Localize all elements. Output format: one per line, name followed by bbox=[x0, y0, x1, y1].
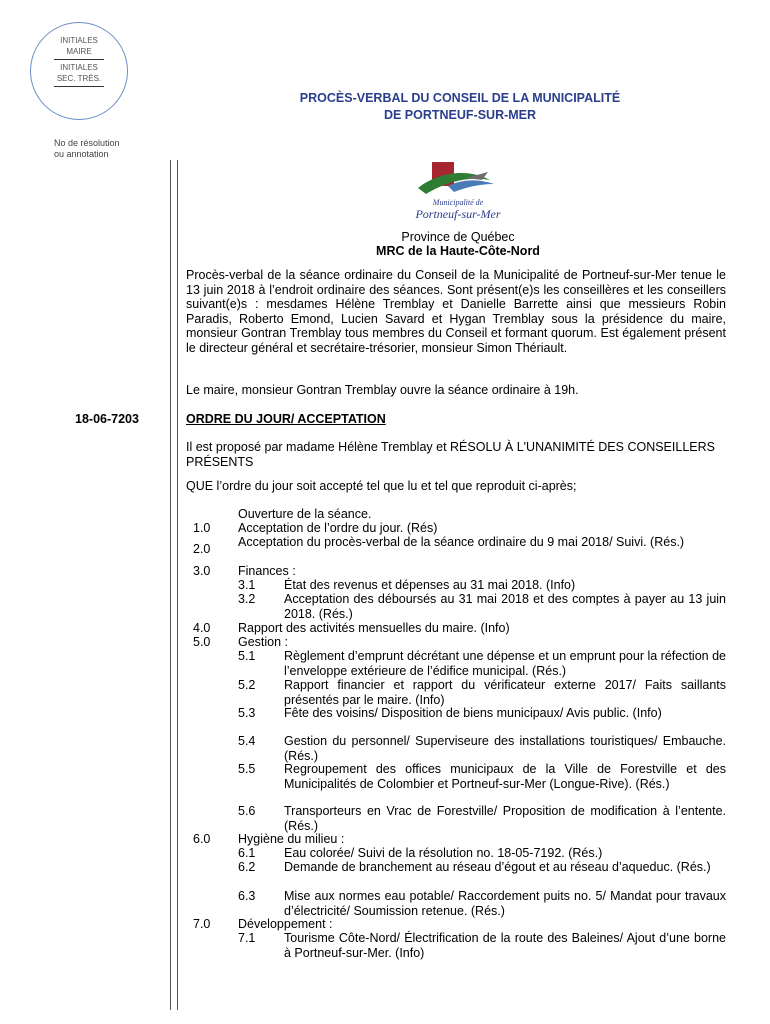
agenda-subitem: Regroupement des offices municipaux de la Ville de Forestville et des Municipalités de Colombier et Portneuf-sur-Mer (Longue-Rive). (Rés.) bbox=[284, 762, 726, 791]
title-line-1: PROCÈS-VERBAL DU CONSEIL DE LA MUNICIPALITÉ bbox=[299, 91, 621, 105]
agenda-subitem-number: 5.6 bbox=[238, 804, 256, 818]
page-title bbox=[180, 90, 740, 124]
agenda-item: Acceptation du procès-verbal de la séance ordinaire du 9 mai 2018/ Suivi. (Rés.) bbox=[238, 535, 685, 549]
agenda-subitem: Gestion du personnel/ Superviseure des installations touristiques/ Embauche. (Rés.) bbox=[284, 734, 726, 763]
stamp-initials-sec-label: INITIALES bbox=[60, 63, 98, 72]
agenda-item-number: 5.0 bbox=[193, 635, 211, 649]
agenda-subitem: Demande de branchement au réseau d’égout et au réseau d’aqueduc. (Rés.) bbox=[284, 860, 711, 874]
stamp-maire-label: MAIRE bbox=[66, 47, 92, 56]
agenda-subitem-number: 5.5 bbox=[238, 762, 256, 776]
agenda-subitem: Acceptation des déboursés au 31 mai 2018 et des comptes à payer au 13 juin 2018. (Rés.) bbox=[284, 592, 726, 621]
agenda-subitem: Fête des voisins/ Disposition de biens municipaux/ Avis public. (Info) bbox=[284, 706, 662, 720]
agenda-subitem-number: 6.3 bbox=[238, 889, 256, 903]
agenda-subitem-number: 3.2 bbox=[238, 592, 256, 606]
agenda-subitem-number: 6.2 bbox=[238, 860, 256, 874]
stamp-signature-line bbox=[54, 59, 104, 60]
agenda-item: Finances : bbox=[238, 564, 296, 578]
margin-column-header bbox=[54, 138, 120, 160]
agenda-subitem: Eau colorée/ Suivi de la résolution no. 18-05-7192. (Rés.) bbox=[284, 846, 603, 860]
agenda-subitem: État des revenus et dépenses au 31 mai 2018. (Info) bbox=[284, 578, 576, 592]
agenda-subitem-number: 5.1 bbox=[238, 649, 256, 663]
agenda-subitem: Rapport financier et rapport du vérificateur externe 2017/ Faits saillants présentés par le maire. (Info) bbox=[284, 678, 726, 707]
proposal-paragraph: Il est proposé par madame Hélène Tremblay et RÉSOLU À L'UNANIMITÉ DES CONSEILLERS PRÉSENTS bbox=[186, 440, 715, 469]
agenda-item: Développement : bbox=[238, 917, 333, 931]
resolution-number: 18-06-7203 bbox=[75, 412, 139, 426]
agenda-subitem-number: 5.2 bbox=[238, 678, 256, 692]
margin-header-line-1: No de résolution bbox=[54, 138, 120, 148]
stamp-sec-tres-label: SEC. TRÉS. bbox=[56, 74, 102, 83]
agenda-subitem-number: 5.4 bbox=[238, 734, 256, 748]
agenda-item-number: 7.0 bbox=[193, 917, 211, 931]
margin-divider-left bbox=[170, 160, 171, 1010]
municipality-logo bbox=[398, 158, 518, 226]
agenda-subitem: Transporteurs en Vrac de Forestville/ Proposition de modification à l’entente. (Rés.) bbox=[284, 804, 726, 833]
agenda-subitem-number: 5.3 bbox=[238, 706, 256, 720]
logo-top-text: Municipalité de bbox=[432, 198, 484, 207]
agenda-subitem-number: 6.1 bbox=[238, 846, 256, 860]
opening-paragraph: Le maire, monsieur Gontran Tremblay ouvre la séance ordinaire à 19h. bbox=[186, 383, 579, 397]
margin-divider-right bbox=[177, 160, 178, 1010]
logo-name-text: Portneuf-sur-Mer bbox=[415, 207, 501, 221]
logo-wave bbox=[448, 180, 494, 192]
section-heading: ORDRE DU JOUR/ ACCEPTATION bbox=[186, 412, 386, 426]
stamp-initials-maire-label: INITIALES bbox=[60, 36, 98, 45]
agenda-item: Hygiène du milieu : bbox=[238, 832, 345, 846]
stamp-signature-line bbox=[54, 86, 104, 87]
agenda-item-number: 6.0 bbox=[193, 832, 211, 846]
agenda-item-number: 4.0 bbox=[193, 621, 211, 635]
agenda-item: Acceptation de l’ordre du jour. (Rés) bbox=[238, 521, 438, 535]
agenda-item-opening: Ouverture de la séance. bbox=[238, 507, 372, 521]
agenda-item: Rapport des activités mensuelles du maire. (Info) bbox=[238, 621, 510, 635]
agenda-subitem-number: 7.1 bbox=[238, 931, 256, 945]
agenda-item-number: 3.0 bbox=[193, 564, 211, 578]
que-paragraph: QUE l’ordre du jour soit accepté tel que lu et tel que reproduit ci-après; bbox=[186, 479, 577, 493]
agenda-item: Gestion : bbox=[238, 635, 289, 649]
province-label: Province de Québec bbox=[401, 230, 515, 244]
agenda-item-number: 1.0 bbox=[193, 521, 211, 535]
agenda-subitem: Tourisme Côte-Nord/ Électrification de la route des Baleines/ Ajout d’une borne à Portneuf-sur-Mer. (Info) bbox=[284, 931, 726, 960]
agenda-subitem-number: 3.1 bbox=[238, 578, 256, 592]
agenda-subitem: Règlement d’emprunt décrétant une dépense et un emprunt pour la réfection de l’enveloppe extérieure de l’édifice municipal. (Rés.) bbox=[284, 649, 726, 678]
agenda-subitem: Mise aux normes eau potable/ Raccordement puits no. 5/ Mandat pour travaux d’électricité/ Soumission retenue. (Rés.) bbox=[284, 889, 726, 918]
intro-paragraph: Procès-verbal de la séance ordinaire du Conseil de la Municipalité de Portneuf-sur-Mer tenue le 13 juin 2018 à l’endroit ordinaire des séances. Sont présent(e)s les conseillères et les conseillers suivant(e)s : mesdames Hélène Tremblay et Danielle Barrette ainsi que messieurs Robin Paradis, Roberto Emond, Lucien Savard et Hygan Tremblay sous la présidence du maire, monsieur Gontran Tremblay tous membres du Conseil et formant quorum. Est également présent le directeur général et secrétaire-trésorier, monsieur Simon Thériault. bbox=[186, 268, 726, 355]
agenda-item-number: 2.0 bbox=[193, 542, 211, 556]
mrc-label: MRC de la Haute-Côte-Nord bbox=[376, 244, 540, 258]
initials-stamp bbox=[30, 22, 128, 120]
margin-header-line-2: ou annotation bbox=[54, 149, 109, 159]
title-line-2: DE PORTNEUF-SUR-MER bbox=[383, 108, 537, 122]
